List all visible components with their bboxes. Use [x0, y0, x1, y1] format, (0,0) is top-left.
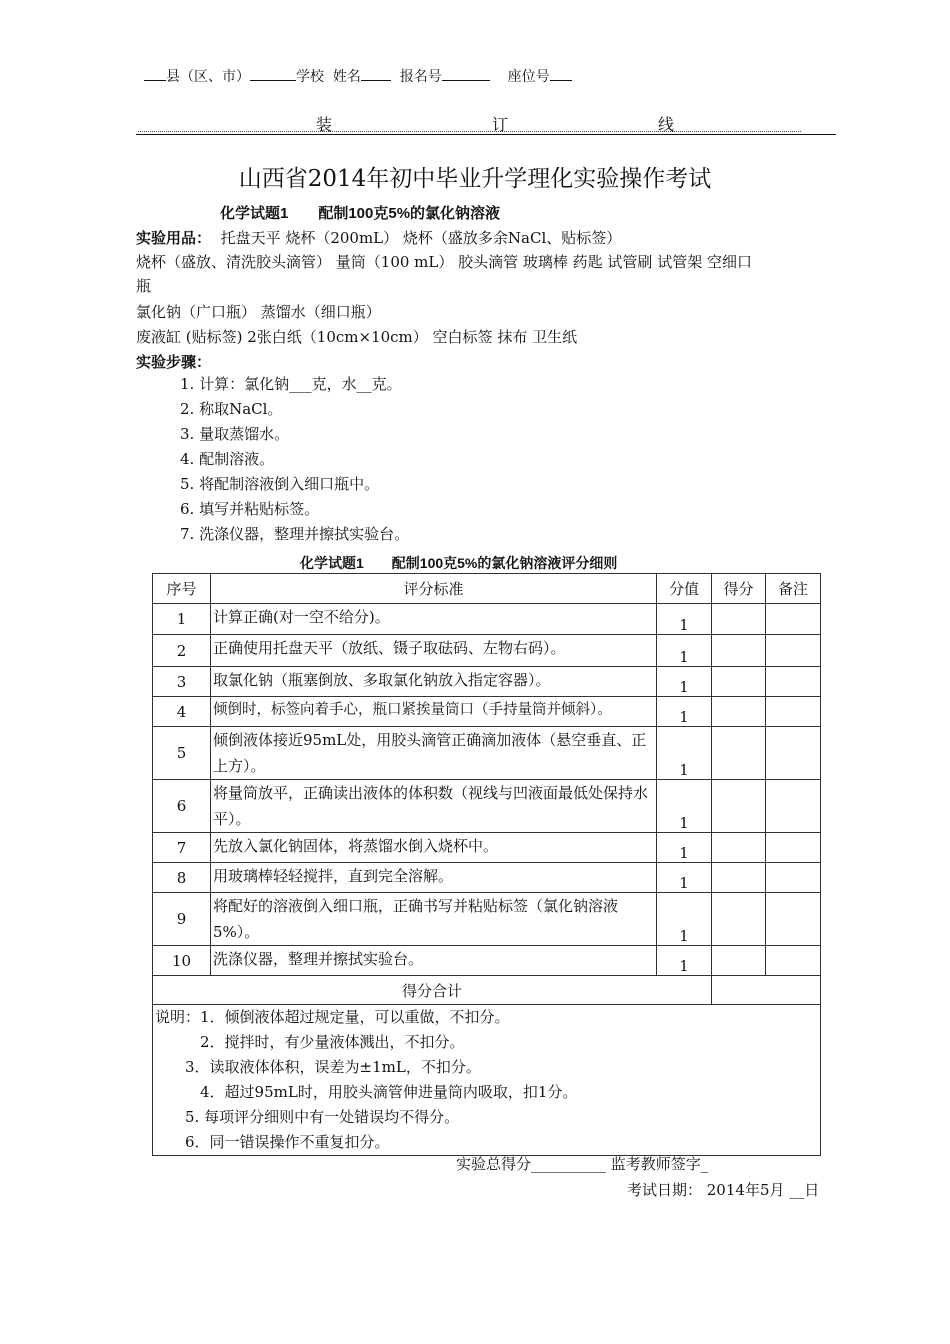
row-points: 1: [657, 893, 712, 946]
equipment-line-2: 烧杯（盛放、清洗胶头滴管） 量筒（100 mL） 胶头滴管 玻璃棒 药匙 试管刷 试管架 空细口: [136, 253, 752, 271]
name-label: 姓名: [332, 69, 361, 85]
row-points: 1: [657, 667, 712, 697]
note-line: 3．读取液体体积，误差为±1mL，不扣分。: [155, 1058, 481, 1076]
binding-char-2: 订: [492, 115, 509, 134]
binding-char-1: 装: [316, 115, 333, 134]
total-label: 得分合计: [153, 976, 712, 1005]
row-criteria: 倾倒时，标签向着手心，瓶口紧挨量筒口（手持量筒并倾斜）。: [211, 697, 657, 727]
row-no: 3: [153, 667, 211, 697]
equipment-text-1: 托盘天平 烧杯（200mL） 烧杯（盛放多余NaCl、贴标签）: [220, 229, 622, 247]
table-header-row: [153, 574, 821, 604]
binding-char-3: 线: [658, 115, 675, 134]
row-no: 5: [153, 727, 211, 780]
experiment-subtitle: 化学试题1 配制100克5%的氯化钠溶液: [220, 205, 501, 222]
row-criteria: 用玻璃棒轻轻搅拌，直到完全溶解。: [211, 863, 657, 893]
seat-no-label: 座位号: [507, 69, 550, 85]
remarks-cell[interactable]: [766, 833, 821, 863]
reg-no-blank[interactable]: [442, 66, 490, 81]
equipment-label: 实验用品：: [136, 230, 212, 247]
remarks-cell[interactable]: [766, 697, 821, 727]
row-no: 7: [153, 833, 211, 863]
note-line: 2．搅拌时，有少量液体溅出，不扣分。: [155, 1033, 465, 1051]
row-criteria: 倾倒液体接近95mL处，用胶头滴管正确滴加液体（悬空垂直、正上方）。: [211, 727, 657, 780]
county-blank[interactable]: [144, 66, 166, 81]
table-row: [153, 833, 821, 863]
step-item: 5. 将配制溶液倒入细口瓶中。: [180, 475, 380, 493]
row-criteria: 洗涤仪器，整理并擦拭实验台。: [211, 946, 657, 976]
school-blank[interactable]: [250, 66, 296, 81]
score-cell[interactable]: [712, 833, 766, 863]
notes-cell: [153, 1005, 821, 1156]
scoring-table: [152, 573, 821, 1156]
row-points: 1: [657, 863, 712, 893]
remarks-cell[interactable]: [766, 604, 821, 635]
row-points: 1: [657, 780, 712, 833]
table-row: [153, 893, 821, 946]
county-label: 县（区、市）: [166, 69, 250, 85]
binding-dotted-line: [138, 131, 801, 132]
step-item: 6. 填写并粘贴标签。: [180, 500, 320, 518]
table-row: [153, 604, 821, 635]
step-item: 4. 配制溶液。: [180, 450, 275, 468]
col-header-points: 分值: [657, 574, 712, 604]
col-header-remarks: 备注: [766, 574, 821, 604]
row-no: 1: [153, 604, 211, 635]
exam-date: 考试日期： 2014年5月 __日: [627, 1181, 820, 1199]
equipment-line-3: 氯化钠（广口瓶） 蒸馏水（细口瓶）: [136, 303, 381, 321]
row-no: 6: [153, 780, 211, 833]
table-row: [153, 946, 821, 976]
score-cell[interactable]: [712, 727, 766, 780]
row-no: 10: [153, 946, 211, 976]
table-row: [153, 780, 821, 833]
row-points: 1: [657, 604, 712, 635]
seat-no-blank[interactable]: [550, 66, 572, 81]
row-no: 9: [153, 893, 211, 946]
total-row: [153, 976, 821, 1005]
row-criteria: 计算正确(对一空不给分)。: [211, 604, 657, 635]
row-criteria: 取氯化钠（瓶塞倒放、多取氯化钠放入指定容器）。: [211, 667, 657, 697]
step-item: 7. 洗涤仪器，整理并擦拭实验台。: [180, 525, 410, 543]
col-header-score: 得分: [712, 574, 766, 604]
col-header-no: 序号: [153, 574, 211, 604]
score-cell[interactable]: [712, 604, 766, 635]
remarks-cell[interactable]: [766, 780, 821, 833]
reg-no-label: 报名号: [399, 69, 442, 85]
row-criteria: 将量筒放平，正确读出液体的体积数（视线与凹液面最低处保持水平）。: [211, 780, 657, 833]
score-cell[interactable]: [712, 697, 766, 727]
remarks-cell[interactable]: [766, 946, 821, 976]
note-line: 5. 每项评分细则中有一处错误均不得分。: [155, 1108, 460, 1126]
steps-list: [180, 372, 409, 547]
table-row: [153, 697, 821, 727]
table-row: [153, 863, 821, 893]
row-points: 1: [657, 727, 712, 780]
step-item: 2. 称取NaCl。: [180, 400, 283, 418]
remarks-cell[interactable]: [766, 863, 821, 893]
remarks-cell[interactable]: [766, 893, 821, 946]
row-points: 1: [657, 833, 712, 863]
score-cell[interactable]: [712, 667, 766, 697]
school-label: 学校: [296, 69, 324, 85]
note-line: 4．超过95mL时，用胶头滴管伸进量筒内吸取，扣1分。: [155, 1083, 578, 1101]
row-points: 1: [657, 697, 712, 727]
row-criteria: 正确使用托盘天平（放纸、镊子取砝码、左物右码）。: [211, 635, 657, 667]
equipment-line-4: 废液缸 (贴标签) 2张白纸（10cm×10cm） 空白标签 抹布 卫生纸: [136, 328, 578, 346]
col-header-criteria: 评分标准: [211, 574, 657, 604]
exam-header-fields: [144, 66, 572, 86]
row-no: 8: [153, 863, 211, 893]
total-score-and-signature[interactable]: 实验总得分__________ 监考教师签字_: [456, 1155, 709, 1173]
steps-label: 实验步骤：: [136, 354, 212, 371]
binding-line: [136, 112, 836, 135]
scoring-table-title: 化学试题1 配制100克5%的氯化钠溶液评分细则: [300, 555, 618, 571]
score-cell[interactable]: [712, 635, 766, 667]
score-cell[interactable]: [712, 780, 766, 833]
row-criteria: 将配好的溶液倒入细口瓶，正确书写并粘贴标签（氯化钠溶液 5%）。: [211, 893, 657, 946]
note-line: 说明：1．倾倒液体超过规定量，可以重做，不扣分。: [155, 1008, 510, 1026]
equipment-line-1: [136, 227, 621, 248]
step-item: 3. 量取蒸馏水。: [180, 425, 290, 443]
score-cell[interactable]: [712, 863, 766, 893]
table-row: [153, 635, 821, 667]
table-row: [153, 727, 821, 780]
notes-row: [153, 1005, 821, 1156]
equipment-line-2-wrap: 瓶: [136, 277, 152, 295]
row-points: 1: [657, 946, 712, 976]
name-blank[interactable]: [361, 66, 391, 81]
step-item: 1. 计算：氯化钠___克，水__克。: [180, 375, 402, 393]
remarks-cell[interactable]: [766, 667, 821, 697]
row-no: 4: [153, 697, 211, 727]
note-line: 6．同一错误操作不重复扣分。: [155, 1133, 390, 1151]
table-row: [153, 667, 821, 697]
total-score-cell[interactable]: [712, 976, 821, 1005]
page-title: 山西省2014年初中毕业升学理化实验操作考试: [238, 166, 712, 192]
row-criteria: 先放入氯化钠固体，将蒸馏水倒入烧杯中。: [211, 833, 657, 863]
remarks-cell[interactable]: [766, 635, 821, 667]
remarks-cell[interactable]: [766, 727, 821, 780]
row-no: 2: [153, 635, 211, 667]
row-points: 1: [657, 635, 712, 667]
score-cell[interactable]: [712, 946, 766, 976]
score-cell[interactable]: [712, 893, 766, 946]
